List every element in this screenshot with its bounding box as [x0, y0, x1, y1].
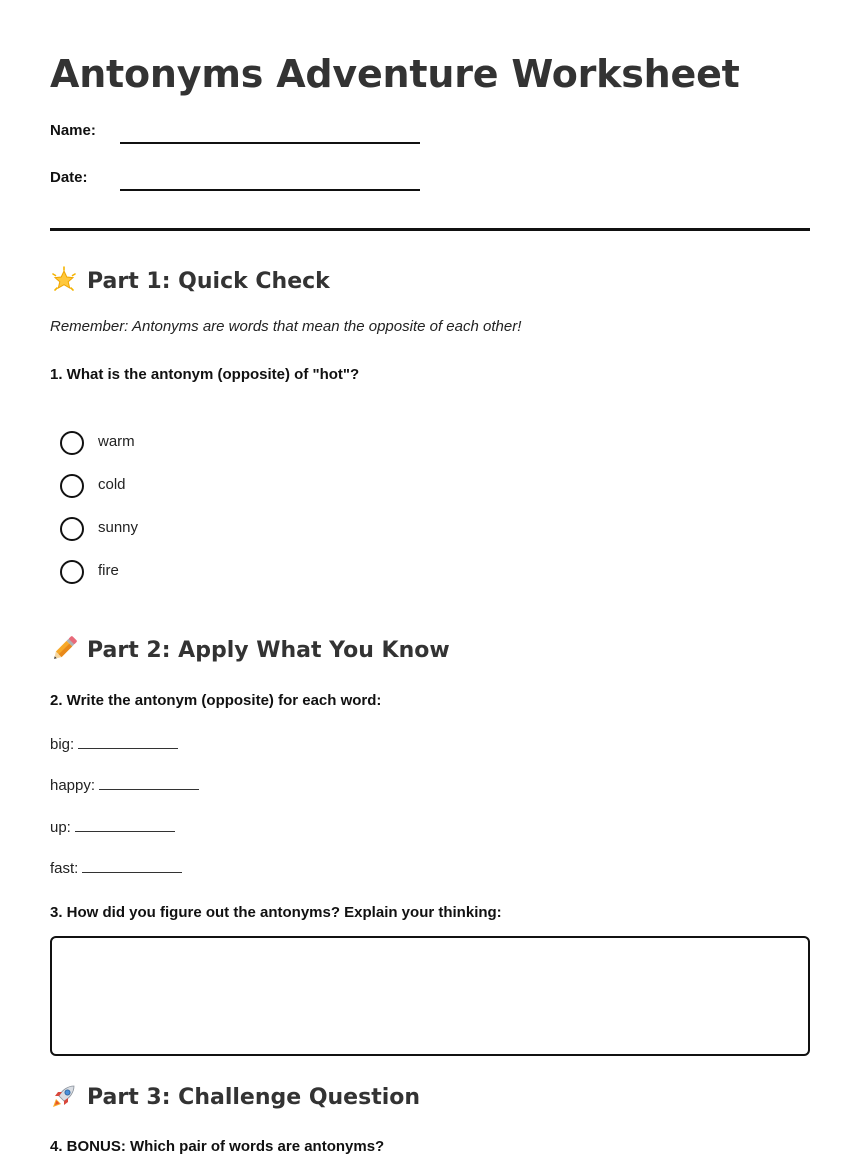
option-label: warm — [98, 433, 135, 450]
antonym-item-happy — [50, 775, 199, 794]
part2-heading — [50, 635, 450, 666]
option-fire[interactable] — [60, 560, 360, 586]
option-sunny[interactable] — [60, 517, 360, 543]
rocket-icon — [50, 1082, 78, 1110]
part2-title: Part 2: Apply What You Know — [87, 638, 450, 663]
date-label: Date: — [50, 169, 88, 186]
date-field[interactable] — [50, 167, 450, 191]
part3-title: Part 3: Challenge Question — [87, 1085, 421, 1110]
reminder-note: Remember: Antonyms are words that mean the opposite of each other! — [50, 318, 522, 335]
option-warm[interactable] — [60, 431, 360, 457]
glowing-star-icon — [50, 266, 78, 294]
antonym-item-big — [50, 734, 178, 753]
part1-title: Part 1: Quick Check — [87, 269, 330, 294]
word-label: fast: — [50, 860, 79, 877]
part3-heading — [50, 1082, 420, 1113]
radio-button[interactable] — [60, 431, 84, 455]
part1-heading — [50, 266, 330, 297]
answer-blank[interactable] — [99, 775, 199, 790]
question-2: 2. Write the antonym (opposite) for each word: — [50, 692, 382, 709]
pencil-icon — [50, 635, 78, 663]
date-input-line[interactable] — [120, 189, 420, 191]
radio-button[interactable] — [60, 474, 84, 498]
radio-button[interactable] — [60, 560, 84, 584]
name-field[interactable] — [50, 120, 450, 144]
answer-blank[interactable] — [82, 858, 182, 873]
question-4: 4. BONUS: Which pair of words are antonyms? — [50, 1138, 385, 1155]
radio-button[interactable] — [60, 517, 84, 541]
explanation-textarea[interactable] — [50, 936, 810, 1056]
word-label: happy: — [50, 777, 96, 794]
antonym-item-fast — [50, 858, 182, 877]
word-label: big: — [50, 736, 75, 753]
word-label: up: — [50, 819, 71, 836]
question-1: 1. What is the antonym (opposite) of "hot"? — [50, 366, 360, 383]
option-cold[interactable] — [60, 474, 360, 500]
antonym-item-up — [50, 817, 175, 836]
name-input-line[interactable] — [120, 142, 420, 144]
answer-blank[interactable] — [75, 817, 175, 832]
name-label: Name: — [50, 122, 96, 139]
option-label: sunny — [98, 519, 139, 536]
worksheet-title: Antonyms Adventure Worksheet — [50, 52, 740, 96]
option-label: cold — [98, 476, 126, 493]
answer-blank[interactable] — [78, 734, 178, 749]
header-divider — [50, 228, 810, 231]
option-label: fire — [98, 562, 119, 579]
question-3: 3. How did you figure out the antonyms? Explain your thinking: — [50, 904, 502, 921]
